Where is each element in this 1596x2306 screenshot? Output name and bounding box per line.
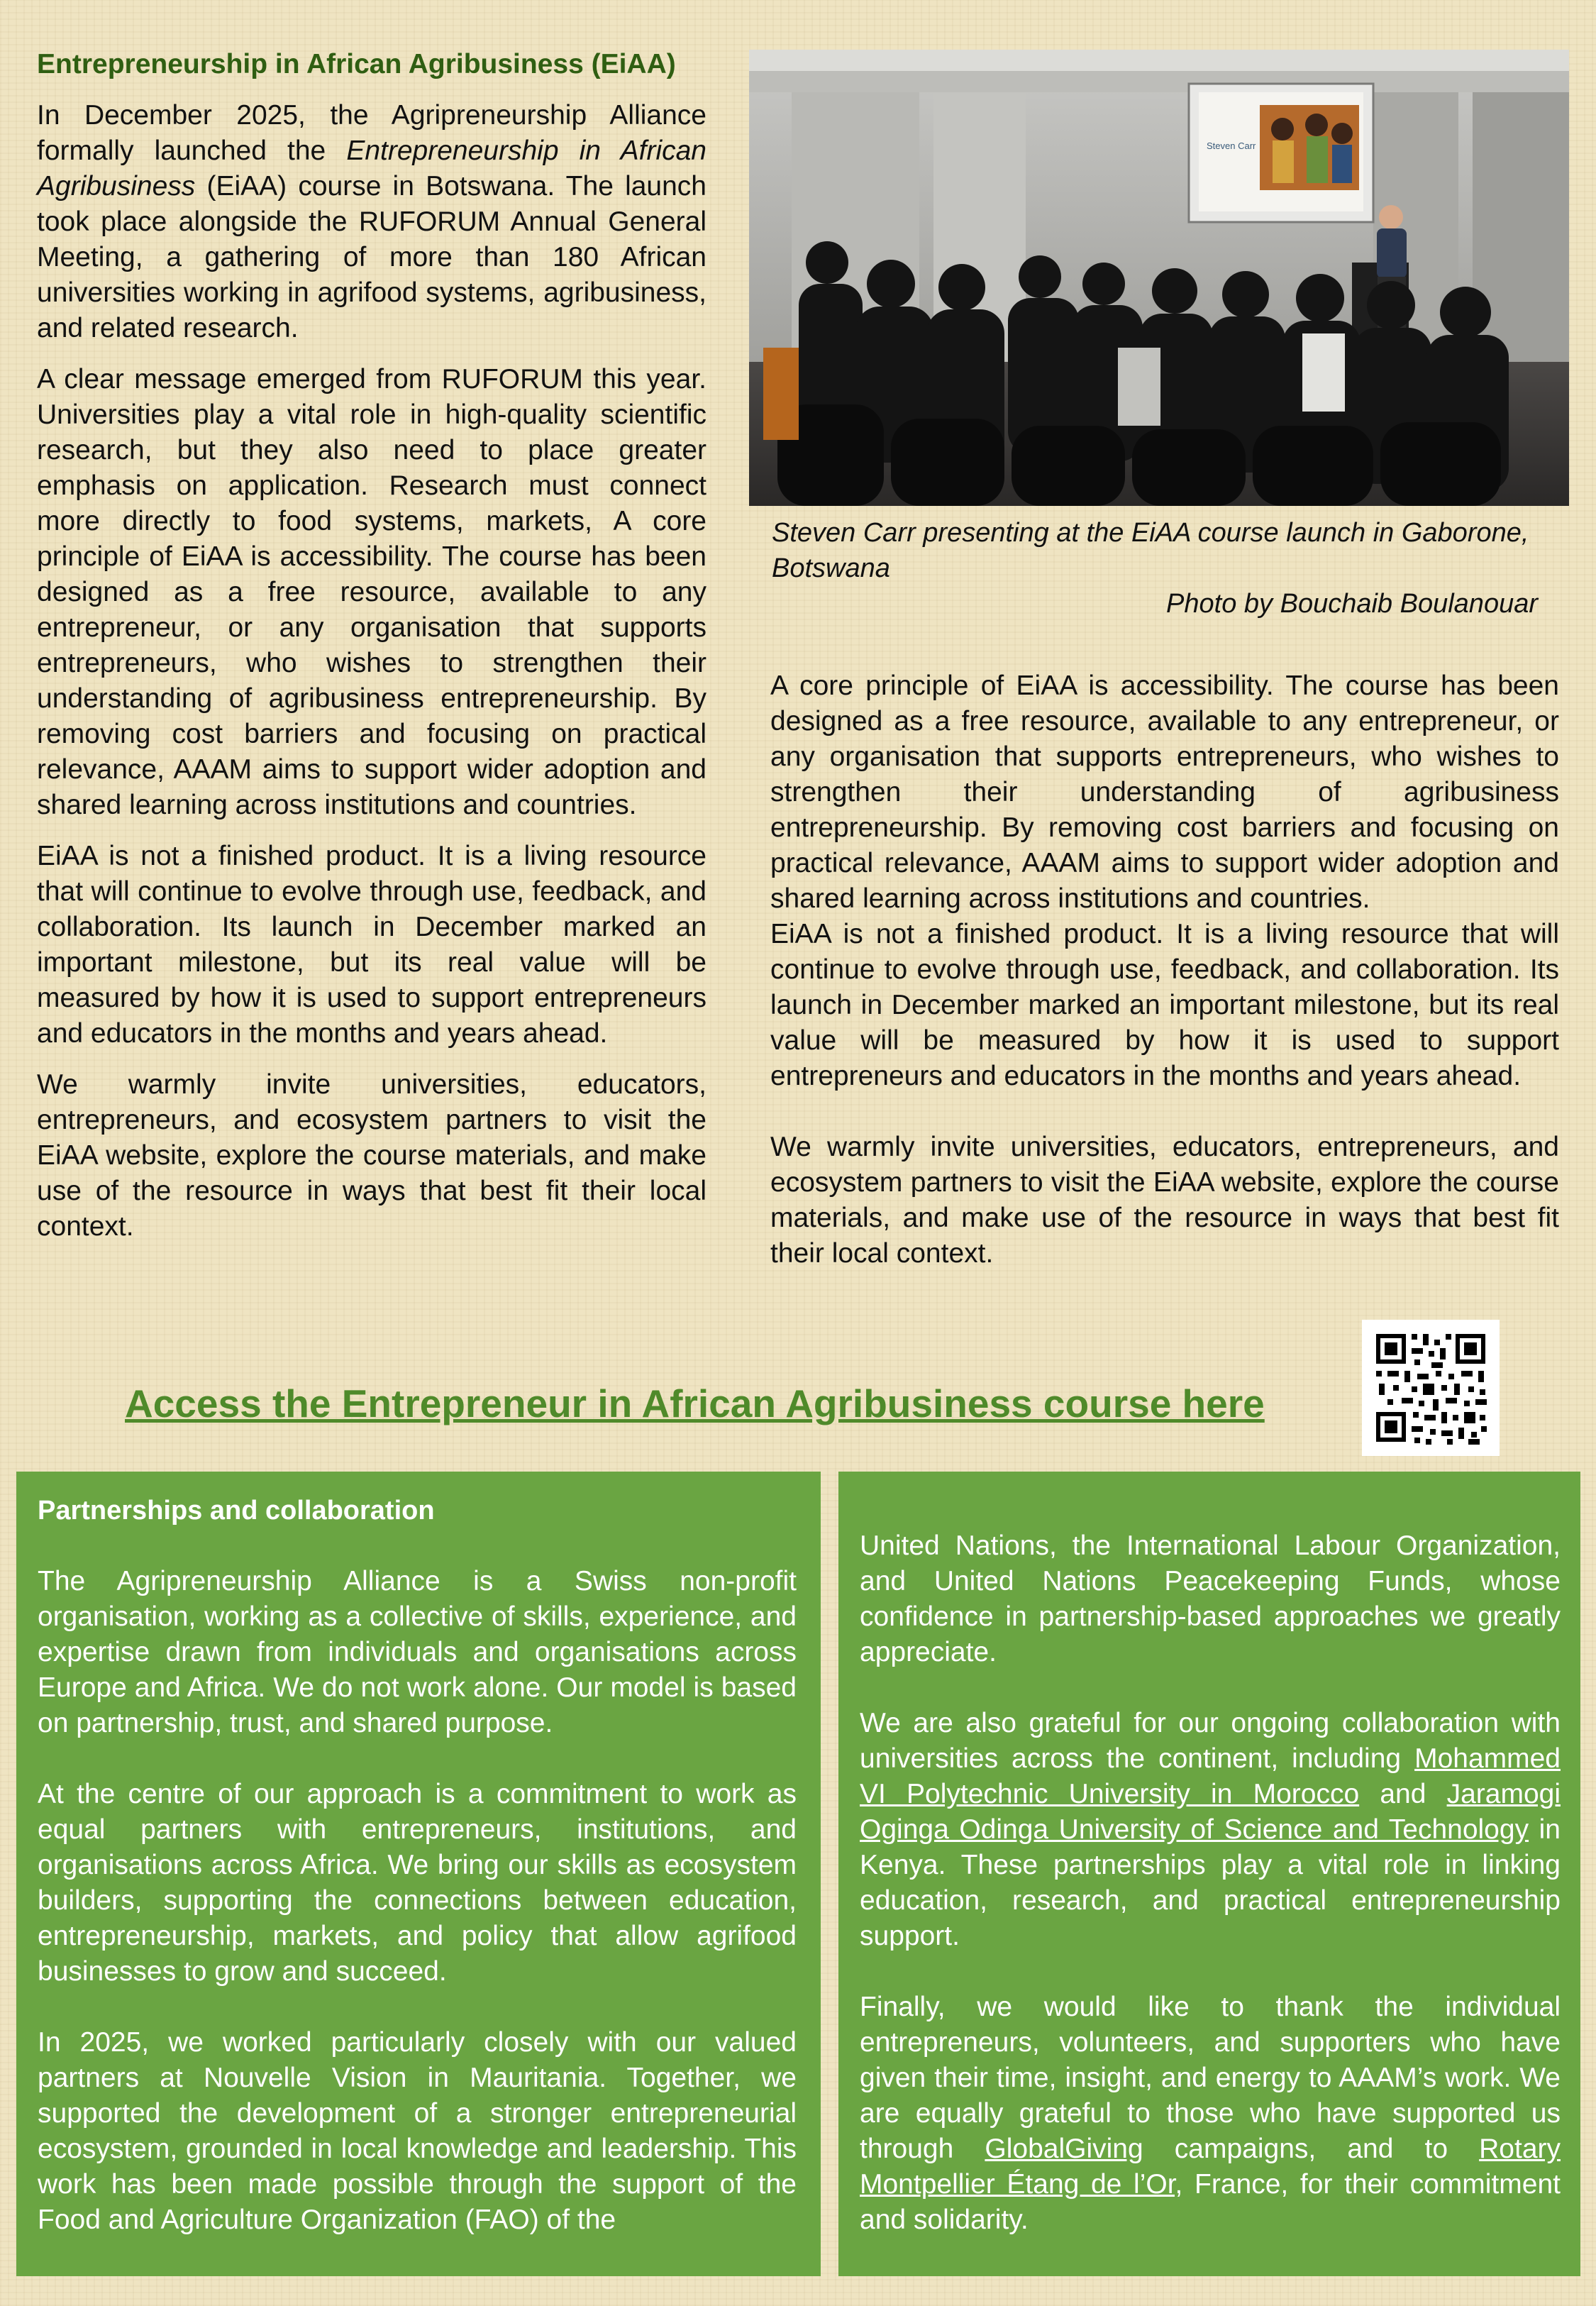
article-title: Entrepreneurship in African Agribusiness (EiAA) xyxy=(37,49,676,79)
intro-paragraph xyxy=(37,98,706,346)
intro-text-a: In December 2025, the Agripreneurship Alliance formally launched the xyxy=(37,100,706,166)
intro-text-b: (EiAA) course in Botswana. The launch took place alongside the RUFORUM Annual General Meeting, a gathering of more than 180 African universities working in agrifood systems, agribusiness, and related research. xyxy=(37,171,706,343)
access-link-row xyxy=(125,1381,1265,1426)
presentation-photo-illustration xyxy=(749,50,1569,506)
partnerships-title: Partnerships and collaboration xyxy=(38,1496,435,1526)
qr-code-icon xyxy=(1362,1320,1500,1456)
thanks-text-c: France, for their commitment and solidarity. xyxy=(860,2169,1561,2235)
thanks-paragraph xyxy=(860,1990,1561,2238)
qr-code[interactable] xyxy=(1362,1320,1500,1456)
course-access-link[interactable]: Access the Entrepreneur in African Agribusiness course here xyxy=(125,1381,1265,1425)
partnerships-box-left xyxy=(16,1472,821,2276)
living-resource-paragraph-2: EiAA is not a finished product. It is a living resource that will continue to evolve through use, feedback, and collaboration. Its launch in December marked an important milestone, but its real value will be measured by how it is used to support entrepreneurs and educators in the months and years ahead. xyxy=(770,919,1559,1091)
universities-text-b: and xyxy=(1359,1779,1447,1809)
approach-paragraph: At the centre of our approach is a commitment to work as equal partners with entrepreneurs, institutions, and organisations across Africa. We bring our skills as ecosystem builders, supporting the connections between education, entrepreneurship, markets, and policy that allow agrifood businesses to grow and succeed. xyxy=(38,1779,797,1987)
globalgiving-link[interactable]: GlobalGiving xyxy=(985,2134,1143,2164)
invite-paragraph-2: We warmly invite universities, educators, entrepreneurs, and ecosystem partners to visit the EiAA website, explore the course materials, and make use of the resource in ways that best fit their local context. xyxy=(770,1132,1559,1269)
screen-text: Steven Carr xyxy=(1207,140,1256,151)
mauritania-paragraph: In 2025, we worked particularly closely with our valued partners at Nouvelle Vision in Mauritania. Together, we supported the development of a stronger entrepreneurial ecosystem, grounded in local knowledge and leadership. This work has been made possible through the support of the Food and Agriculture Organization (FAO) of the xyxy=(38,2027,797,2235)
accessibility-paragraph: A core principle of EiAA is accessibility. The course has been designed as a free resource, available to any entrepreneur, or any organisation that supports entrepreneurs, who wishes to strengthen their understanding of agribusiness entrepreneurship. By removing cost barriers and focusing on practical relevance, AAAM aims to support wider adoption and shared learning across institutions and countries. xyxy=(770,671,1559,914)
right-column xyxy=(770,668,1559,1271)
ruforum-paragraph: A clear message emerged from RUFORUM this year. Universities play a vital role in high-quality scientific research, but they also need to place greater emphasis on application. Research must connect more directly to food systems, markets, A core principle of EiAA is accessibility. The course has been designed as a free resource, available to any entrepreneur, or any organisation that supports entrepreneurs, who wishes to strengthen their understanding of agribusiness entrepreneurship. By removing cost barriers and focusing on practical relevance, AAAM aims to support wider adoption and shared learning across institutions and countries. xyxy=(37,364,706,820)
partnerships-box-right xyxy=(838,1472,1580,2276)
photo-caption-block xyxy=(772,515,1559,622)
photo-caption: Steven Carr presenting at the EiAA course launch in Gaborone, Botswana xyxy=(772,518,1529,583)
universities-text-c: in Kenya. These partnerships play a vital role in linking education, research, and practical entrepreneurship support. xyxy=(860,1814,1561,1951)
invite-paragraph: We warmly invite universities, educators, entrepreneurs, and ecosystem partners to visit the EiAA website, explore the course materials, and make use of the resource in ways that best fit their local context. xyxy=(37,1069,706,1242)
rotary-montpellier-link[interactable]: Rotary Montpellier Étang de l’Or, xyxy=(860,2134,1561,2200)
thanks-text-a: Finally, we would like to thank the individual entrepreneurs, volunteers, and supporters who have given their time, insight, and energy to AAAM’s work. We are equally grateful to those who have supported us through xyxy=(860,1992,1561,2164)
universities-text-a: We are also grateful for our ongoing collaboration with universities across the continent, including xyxy=(860,1708,1561,1774)
launch-photo xyxy=(749,50,1569,506)
alliance-paragraph: The Agripreneurship Alliance is a Swiss non-profit organisation, working as a collective of skills, experience, and expertise drawn from individuals and organisations across Europe and Africa. We do not work alone. Our model is based on partnership, trust, and shared purpose. xyxy=(38,1566,797,1738)
universities-paragraph xyxy=(860,1706,1561,1954)
jaramogi-link[interactable]: Jaramogi Oginga Odinga University of Science and Technology xyxy=(860,1779,1561,1845)
living-resource-paragraph: EiAA is not a finished product. It is a living resource that will continue to evolve through use, feedback, and collaboration. Its launch in December marked an important milestone, but its real value will be measured by how it is used to support entrepreneurs and educators in the months and years ahead. xyxy=(37,841,706,1049)
course-name-italic: Entrepreneurship in African Agribusiness xyxy=(37,136,706,202)
mohammed-vi-link[interactable]: Mohammed VI Polytechnic University in Morocco xyxy=(860,1743,1561,1809)
thanks-text-b: campaigns, and to xyxy=(1143,2134,1480,2164)
left-column xyxy=(37,47,706,1245)
photo-credit: Photo by Bouchaib Boulanouar xyxy=(1166,589,1538,619)
un-paragraph: United Nations, the International Labour Organization, and United Nations Peacekeeping Funds, whose confidence in partnership-based approaches we greatly appreciate. xyxy=(860,1530,1561,1667)
